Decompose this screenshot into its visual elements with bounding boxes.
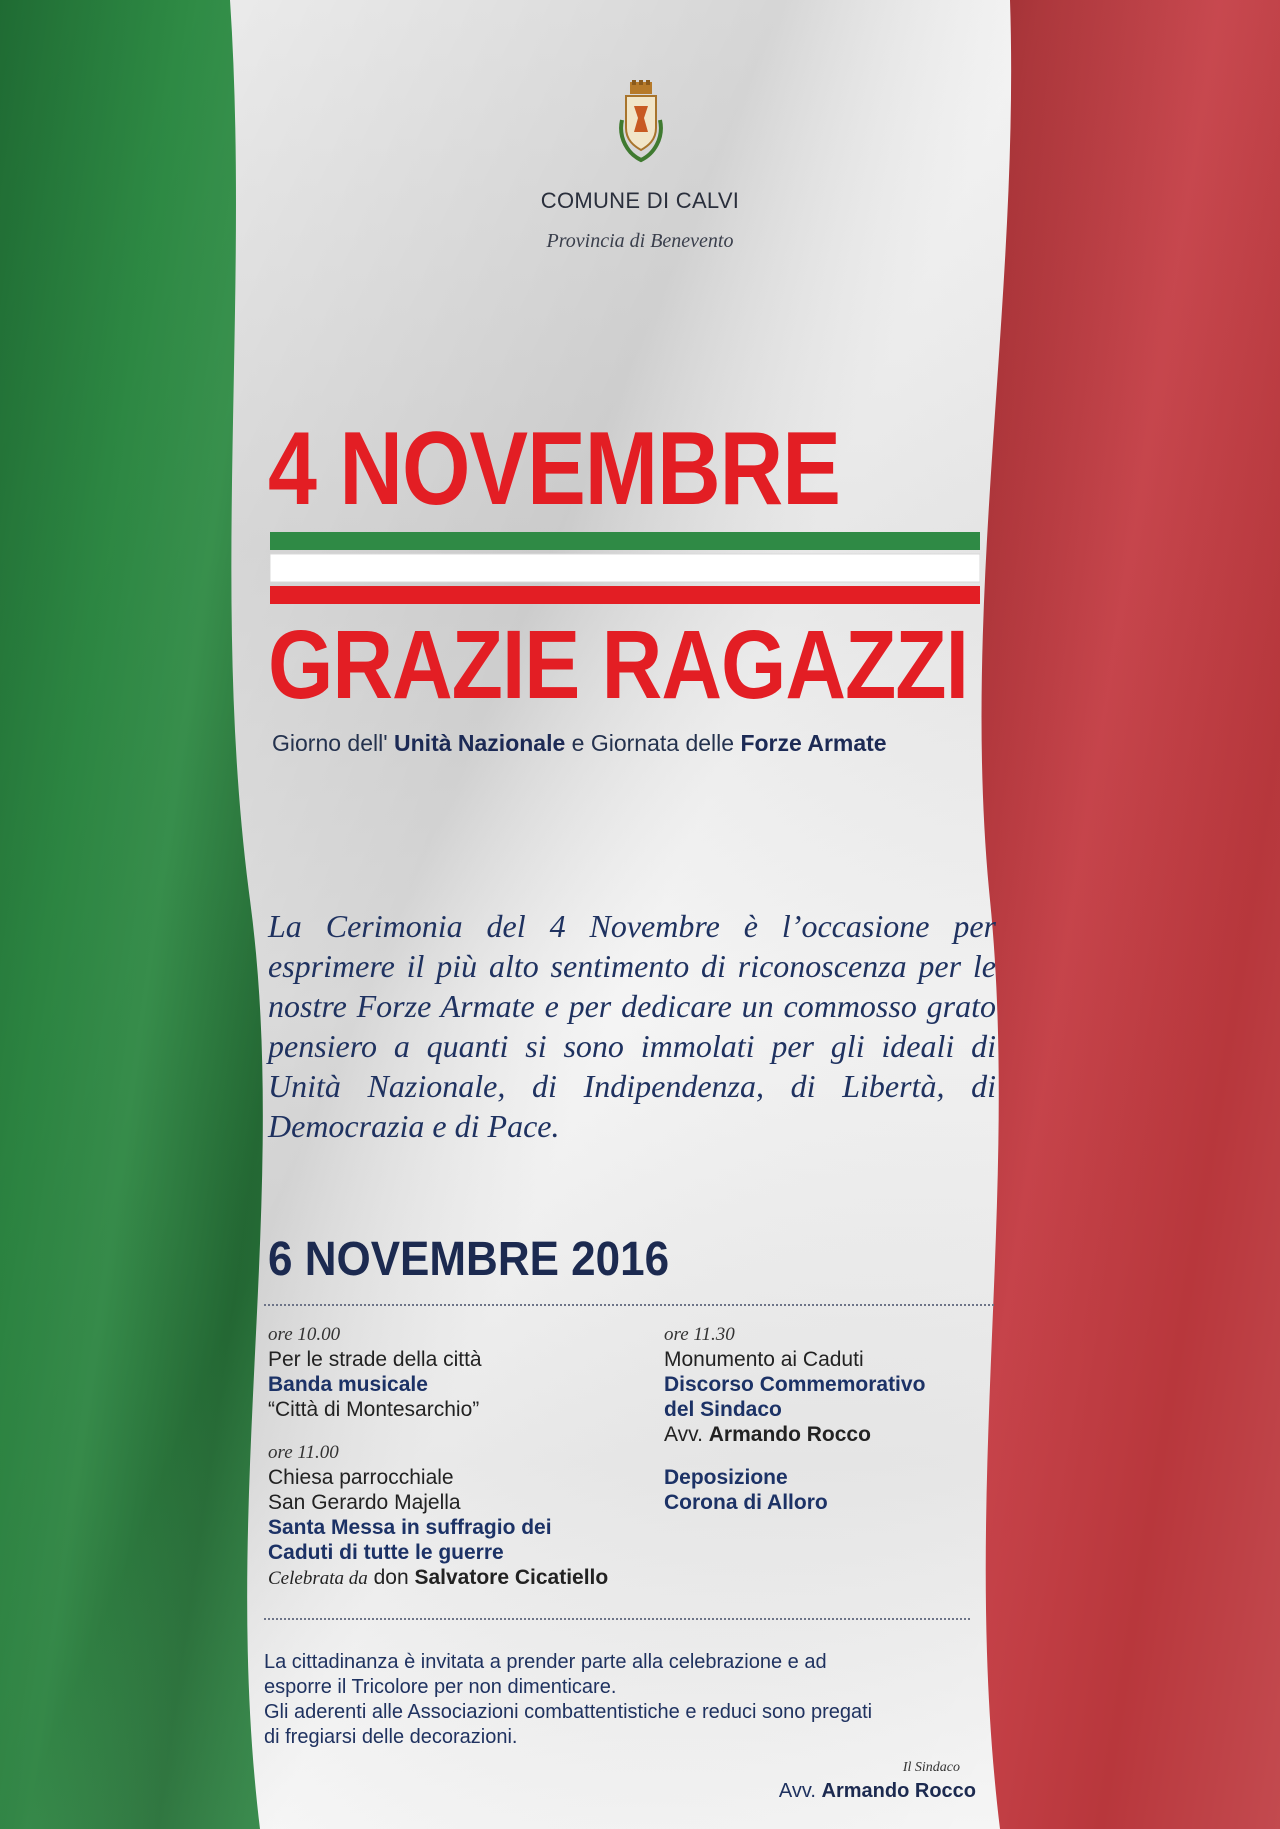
invitation-notice: La cittadinanza è invitata a prender parte alla celebrazione e ad esporre il Tricolore per non dimenticare. Gli aderenti alle Associazioni combattentistiche e reduci sono pregati di fregiarsi delle decorazioni. — [264, 1651, 873, 1748]
event-celebrant: Celebrata da don Salvatore Cicatiello — [268, 1566, 609, 1589]
event-title: Corona di Alloro — [664, 1491, 828, 1514]
headline-date: 4 NOVEMBRE — [268, 409, 840, 527]
event-time: ore 11.30 — [664, 1324, 735, 1345]
comune-name: COMUNE DI CALVI — [540, 188, 740, 213]
event-place: San Gerardo Majella — [268, 1491, 461, 1514]
event-title: Banda musicale — [268, 1373, 428, 1396]
event-place: Monumento ai Caduti — [664, 1348, 864, 1371]
event-detail: “Città di Montesarchio” — [268, 1398, 480, 1421]
headline-thanks: GRAZIE RAGAZZI — [268, 609, 968, 719]
intro-paragraph: La Cerimonia del 4 Novembre è l’occasione per esprimere il più alto sentimento di riconoscenza per le nostre Forze Armate e per dedicare un commosso grato pensiero a quanti si sono immolati per gli ideali di Unità Nazionale, di Indipendenza, di Libertà, di Democrazia e di Pace. — [268, 908, 996, 1144]
program-right-column — [664, 1322, 1004, 1515]
event-date: 6 NOVEMBRE 2016 — [268, 1232, 670, 1286]
headline-subtitle: Giorno dell' Unità Nazionale e Giornata delle Forze Armate — [272, 730, 887, 756]
event-time: ore 10.00 — [268, 1324, 341, 1345]
event-place: Per le strade della città — [268, 1348, 482, 1371]
tricolore-stripe-divider — [270, 532, 980, 608]
event-title: Caduti di tutte le guerre — [268, 1541, 504, 1564]
program-left-column — [268, 1322, 668, 1591]
event-title: Santa Messa in suffragio dei — [268, 1516, 552, 1539]
dotted-divider — [264, 1304, 994, 1306]
event-place: Chiesa parrocchiale — [268, 1466, 454, 1489]
event-speaker: Avv. Armando Rocco — [664, 1423, 871, 1446]
dotted-divider — [264, 1618, 970, 1620]
event-time: ore 11.00 — [268, 1442, 339, 1463]
event-title: del Sindaco — [664, 1398, 782, 1421]
signature-name: Avv. Armando Rocco — [778, 1780, 976, 1802]
event-title: Deposizione — [664, 1466, 788, 1489]
provincia-name: Provincia di Benevento — [546, 230, 734, 252]
signature-role: Il Sindaco — [902, 1760, 960, 1775]
municipal-crest-icon — [614, 80, 668, 166]
event-title: Discorso Commemorativo — [664, 1373, 926, 1396]
